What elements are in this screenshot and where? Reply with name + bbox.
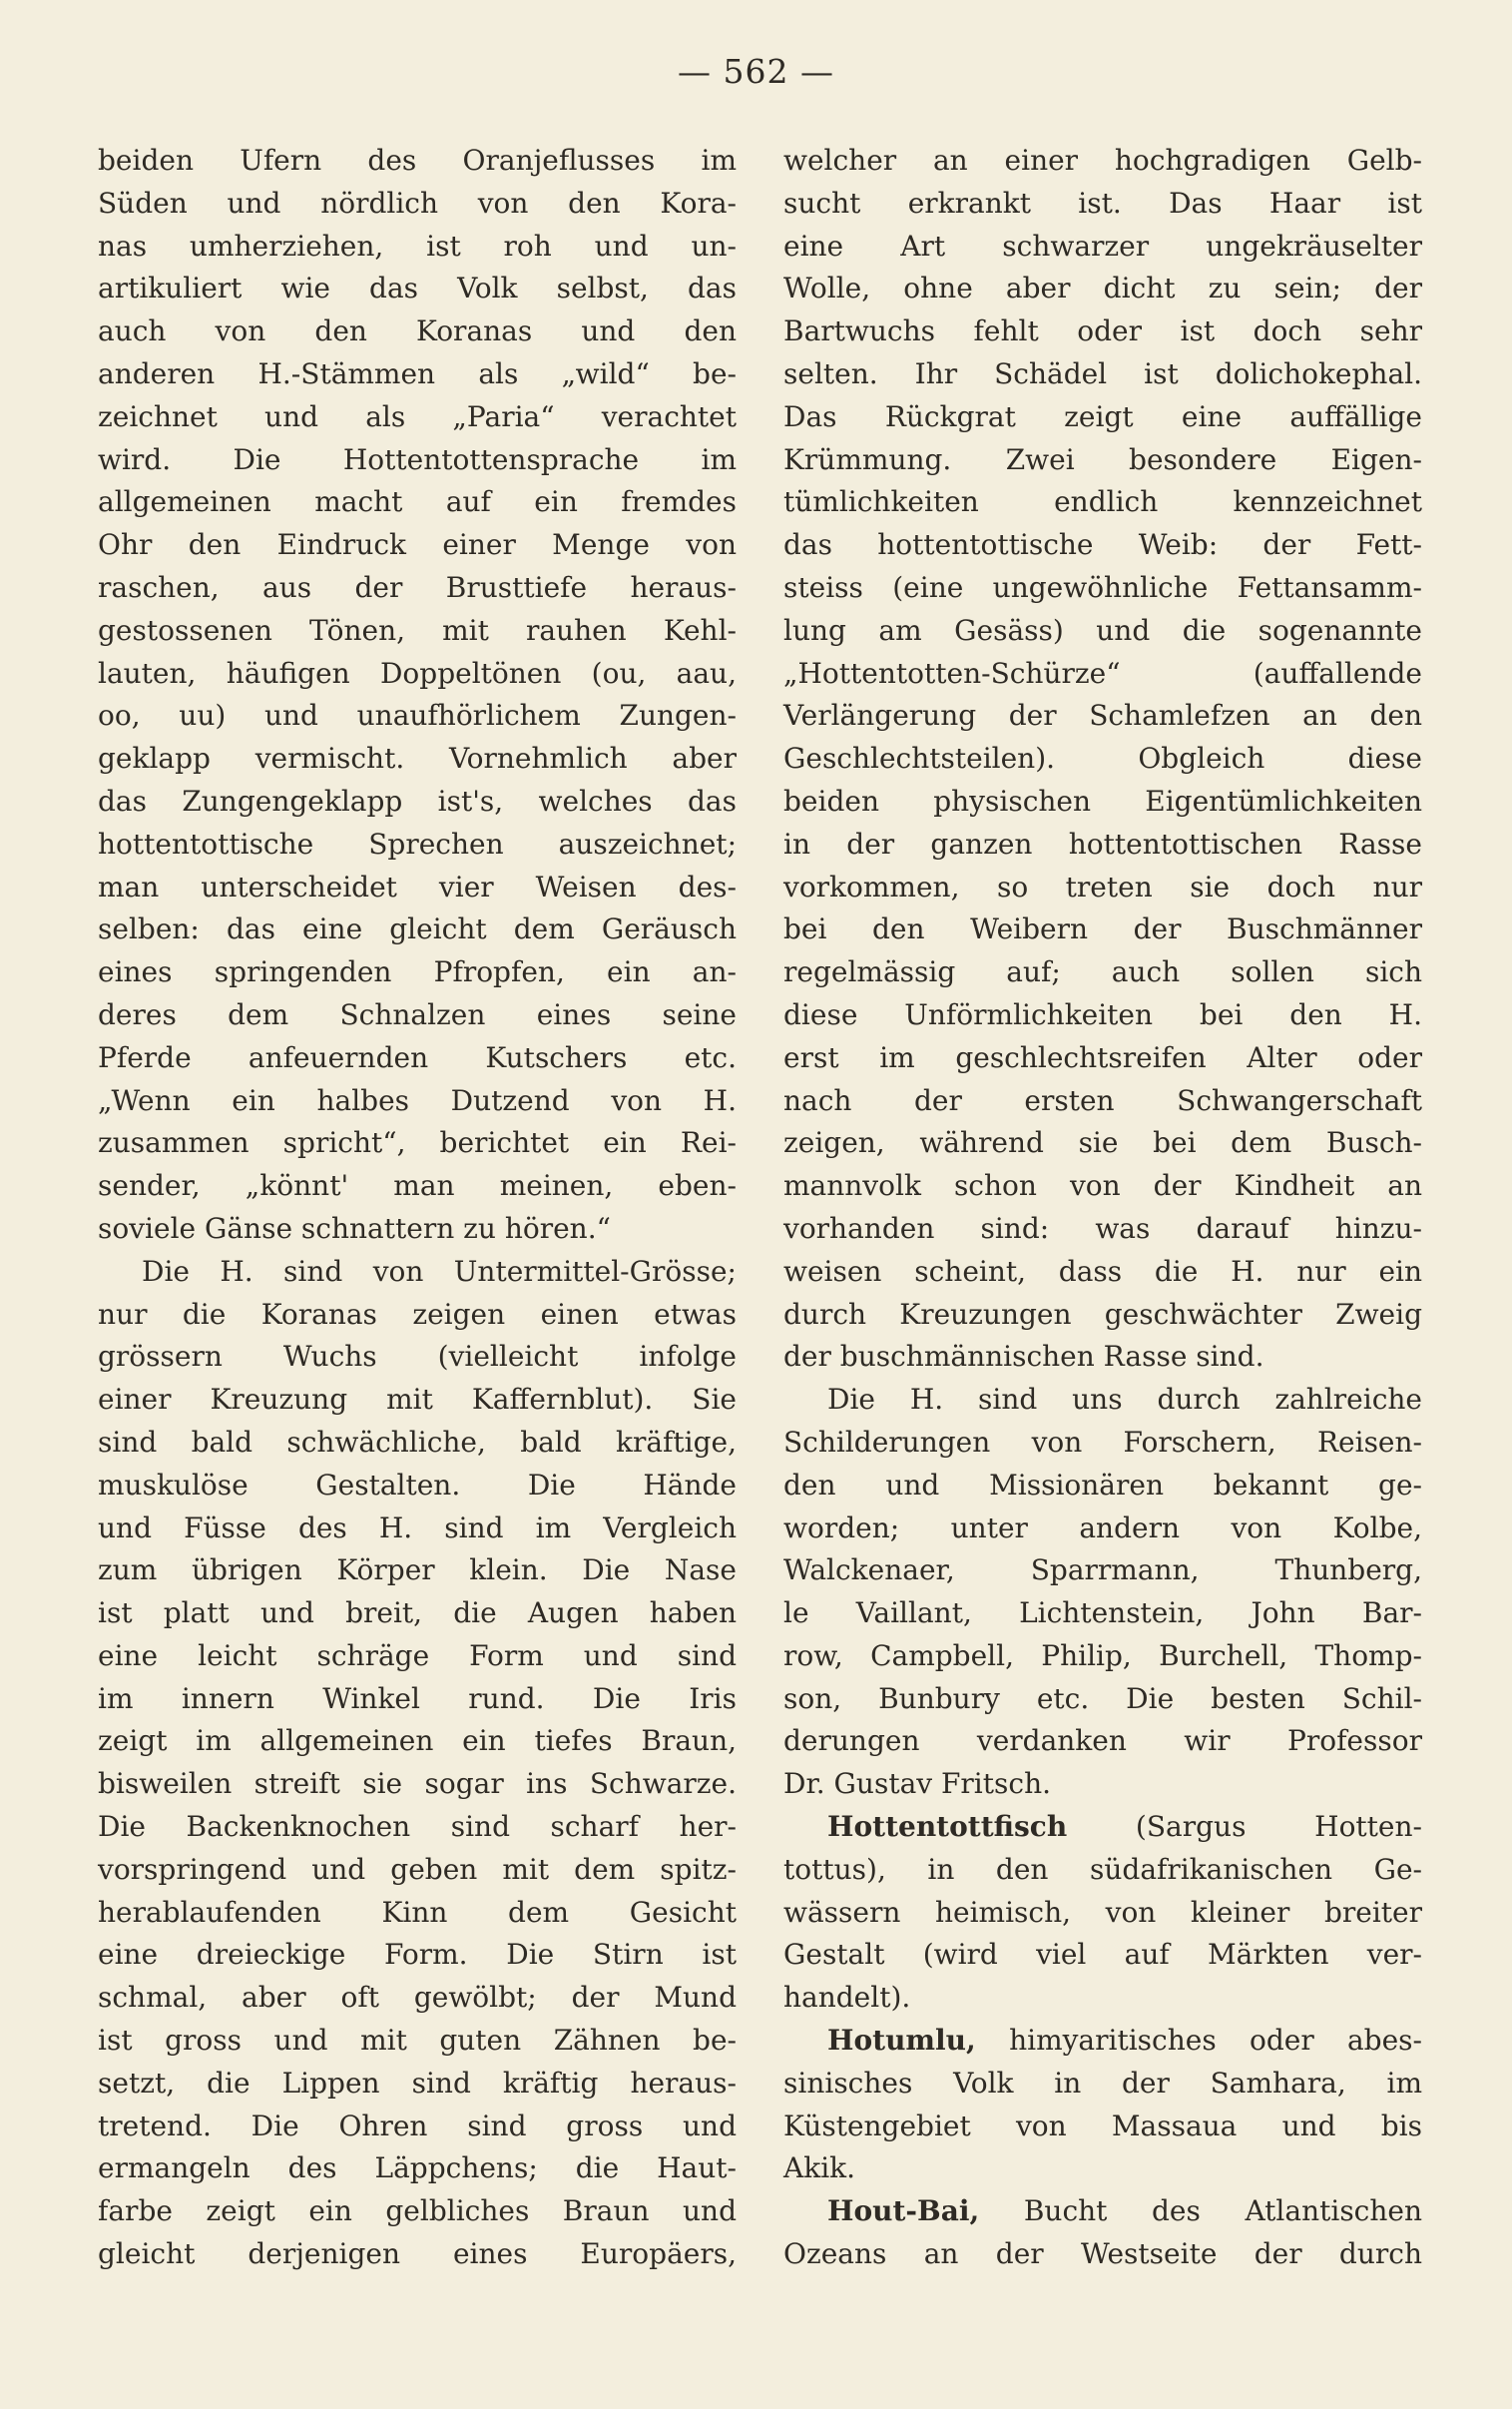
left-column xyxy=(98,140,737,2276)
text-line: derungen verdanken wir Professor xyxy=(783,1724,1422,1758)
text-line: bei den Weibern der Buschmänner xyxy=(783,912,1422,946)
text-line: Walckenaer, Sparrmann, Thunberg, xyxy=(783,1553,1422,1587)
text-line: den und Missionären bekannt ge- xyxy=(783,1468,1422,1502)
entry-line xyxy=(783,2190,1422,2233)
text-line: Ozeans an der Westseite der durch xyxy=(783,2237,1422,2271)
text-line: handelt). xyxy=(783,1981,911,2015)
text-line: Gestalt (wird viel auf Märkten ver- xyxy=(783,1938,1422,1972)
text-line: Küstengebiet von Massaua und bis xyxy=(783,2108,1422,2142)
text-line: steiss (eine ungewöhnliche Fettansamm- xyxy=(783,570,1422,604)
text-line: schmal, aber oft gewölbt; der Mund xyxy=(98,1981,737,2015)
text-line: farbe zeigt ein gelbliches Braun und xyxy=(98,2194,737,2228)
text-line: erst im geschlechtsreifen Alter oder xyxy=(783,1040,1422,1074)
text-line: selben: das eine gleicht dem Geräusch xyxy=(98,912,737,946)
text-line: deres dem Schnalzen eines seine xyxy=(98,997,737,1031)
text-line: weisen scheint, dass die H. nur ein xyxy=(783,1254,1422,1288)
text-line: der buschmännischen Rasse sind. xyxy=(783,1340,1264,1374)
text-line: beiden physischen Eigentümlichkeiten xyxy=(783,784,1422,818)
text-line: soviele Gänse schnattern zu hören.“ xyxy=(98,1211,611,1245)
text-line: nas umherziehen, ist roh und un- xyxy=(98,229,737,263)
text-line: einer Kreuzung mit Kaffernblut). Sie xyxy=(98,1383,737,1417)
text-line: im innern Winkel rund. Die Iris xyxy=(98,1681,737,1715)
text-line: sucht erkrankt ist. Das Haar ist xyxy=(783,186,1422,220)
text-line: gestossenen Tönen, mit rauhen Kehl- xyxy=(98,613,737,647)
text-line: Dr. Gustav Fritsch. xyxy=(783,1767,1051,1801)
text-line: zeigen, während sie bei dem Busch- xyxy=(783,1126,1422,1160)
text-line: welcher an einer hochgradigen Gelb- xyxy=(783,144,1422,177)
text-line: diese Unförmlichkeiten bei den H. xyxy=(783,997,1422,1031)
text-line: eines springenden Pfropfen, ein an- xyxy=(98,955,737,989)
text-line: tümlichkeiten endlich kennzeichnet xyxy=(783,485,1422,519)
text-line: eine dreieckige Form. Die Stirn ist xyxy=(98,1938,737,1972)
text-line: Die Backenknochen sind scharf her- xyxy=(98,1810,737,1844)
text-line: vorhanden sind: was darauf hinzu- xyxy=(783,1211,1422,1245)
text-line: Ohr den Eindruck einer Menge von xyxy=(98,528,737,562)
entry-line xyxy=(783,1806,1422,1849)
text-line: Die H. sind von Untermittel-Grösse; xyxy=(142,1254,737,1288)
text-line: eine leicht schräge Form und sind xyxy=(98,1638,737,1672)
text-line: Die H. sind uns durch zahlreiche xyxy=(827,1383,1422,1417)
text-line: Verlängerung der Schamlefzen an den xyxy=(783,699,1422,733)
text-line: vorspringend und geben mit dem spitz- xyxy=(98,1852,737,1886)
text-line: allgemeinen macht auf ein fremdes xyxy=(98,485,737,519)
text-line: wird. Die Hottentottensprache im xyxy=(98,442,737,476)
entry-text: himyaritisches oder abes- xyxy=(1009,2024,1422,2058)
text-line: und Füsse des H. sind im Vergleich xyxy=(98,1510,737,1544)
text-line: Das Rückgrat zeigt eine auffällige xyxy=(783,399,1422,433)
text-line: le Vaillant, Lichtenstein, John Bar- xyxy=(783,1596,1422,1630)
text-line: durch Kreuzungen geschwächter Zweig xyxy=(783,1297,1422,1331)
entry-heading-hout-bai: Hout-Bai, xyxy=(827,2194,980,2228)
text-line: zum übrigen Körper klein. Die Nase xyxy=(98,1553,737,1587)
entry-text: Bucht des Atlantischen xyxy=(1023,2194,1423,2228)
text-line: ist platt und breit, die Augen haben xyxy=(98,1596,737,1630)
text-line: nur die Koranas zeigen einen etwas xyxy=(98,1297,737,1331)
text-line: wässern heimisch, von kleiner breiter xyxy=(783,1895,1422,1929)
text-line: sind bald schwächliche, bald kräftige, xyxy=(98,1425,737,1459)
text-line: Bartwuchs fehlt oder ist doch sehr xyxy=(783,314,1422,348)
entry-heading-hottentottfisch: Hottentottfisch xyxy=(827,1810,1068,1844)
text-line: hottentottische Sprechen auszeichnet; xyxy=(98,827,737,861)
text-line: lung am Gesäss) und die sogenannte xyxy=(783,613,1422,647)
text-line: grössern Wuchs (vielleicht infolge xyxy=(98,1340,737,1374)
text-line: selten. Ihr Schädel ist dolichokephal. xyxy=(783,356,1422,390)
text-line: setzt, die Lippen sind kräftig heraus- xyxy=(98,2066,737,2100)
text-line: in der ganzen hottentottischen Rasse xyxy=(783,827,1422,861)
text-line: tretend. Die Ohren sind gross und xyxy=(98,2108,737,2142)
text-line: nach der ersten Schwangerschaft xyxy=(783,1083,1422,1117)
entry-heading-hotumlu: Hotumlu, xyxy=(827,2024,976,2058)
text-line: sinisches Volk in der Samhara, im xyxy=(783,2066,1422,2100)
text-line: Süden und nördlich von den Kora- xyxy=(98,186,737,220)
text-line: row, Campbell, Philip, Burchell, Thomp- xyxy=(783,1638,1422,1672)
text-line: regelmässig auf; auch sollen sich xyxy=(783,955,1422,989)
text-line: beiden Ufern des Oranjeflusses im xyxy=(98,144,737,177)
entry-text: (Sargus Hotten- xyxy=(1135,1810,1422,1844)
text-line: Akik. xyxy=(783,2151,856,2185)
right-column xyxy=(783,140,1422,2276)
text-line: Schilderungen von Forschern, Reisen- xyxy=(783,1425,1422,1459)
text-line: son, Bunbury etc. Die besten Schil- xyxy=(783,1681,1422,1715)
text-line: zusammen spricht“, berichtet ein Rei- xyxy=(98,1126,737,1160)
text-line: zeigt im allgemeinen ein tiefes Braun, xyxy=(98,1724,737,1758)
text-line: vorkommen, so treten sie doch nur xyxy=(783,870,1422,903)
text-line: das Zungengeklapp ist's, welches das xyxy=(98,784,737,818)
text-line: gleicht derjenigen eines Europäers, xyxy=(98,2237,737,2271)
text-line: geklapp vermischt. Vornehmlich aber xyxy=(98,742,737,776)
text-line: lauten, häufigen Doppeltönen (ou, aau, xyxy=(98,656,737,690)
entry-line xyxy=(783,2020,1422,2063)
text-line: sender, „könnt' man meinen, eben- xyxy=(98,1169,737,1203)
text-line: Wolle, ohne aber dicht zu sein; der xyxy=(783,272,1422,305)
text-line: oo, uu) und unaufhörlichem Zungen- xyxy=(98,699,737,733)
text-line: muskulöse Gestalten. Die Hände xyxy=(98,1468,737,1502)
text-line: worden; unter andern von Kolbe, xyxy=(783,1510,1422,1544)
page-number: — 562 — xyxy=(678,52,834,91)
text-line: herablaufenden Kinn dem Gesicht xyxy=(98,1895,737,1929)
text-line: man unterscheidet vier Weisen des- xyxy=(98,870,737,903)
text-line: eine Art schwarzer ungekräuselter xyxy=(783,229,1422,263)
text-line: raschen, aus der Brusttiefe heraus- xyxy=(98,570,737,604)
text-line: bisweilen streift sie sogar ins Schwarze. xyxy=(98,1767,737,1801)
text-line: ist gross und mit guten Zähnen be- xyxy=(98,2024,737,2058)
text-line: „Wenn ein halbes Dutzend von H. xyxy=(98,1083,737,1117)
text-line: Geschlechtsteilen). Obgleich diese xyxy=(783,742,1422,776)
text-line: mannvolk schon von der Kindheit an xyxy=(783,1169,1422,1203)
text-line: „Hottentotten-Schürze“ (auffallende xyxy=(783,656,1422,690)
text-line: tottus), in den südafrikanischen Ge- xyxy=(783,1852,1422,1886)
text-line: artikuliert wie das Volk selbst, das xyxy=(98,272,737,305)
text-line: Krümmung. Zwei besondere Eigen- xyxy=(783,442,1422,476)
text-line: auch von den Koranas und den xyxy=(98,314,737,348)
text-line: zeichnet und als „Paria“ verachtet xyxy=(98,399,737,433)
text-line: das hottentottische Weib: der Fett- xyxy=(783,528,1422,562)
text-line: Pferde anfeuernden Kutschers etc. xyxy=(98,1040,737,1074)
text-line: ermangeln des Läppchens; die Haut- xyxy=(98,2151,737,2185)
text-line: anderen H.-Stämmen als „wild“ be- xyxy=(98,356,737,390)
